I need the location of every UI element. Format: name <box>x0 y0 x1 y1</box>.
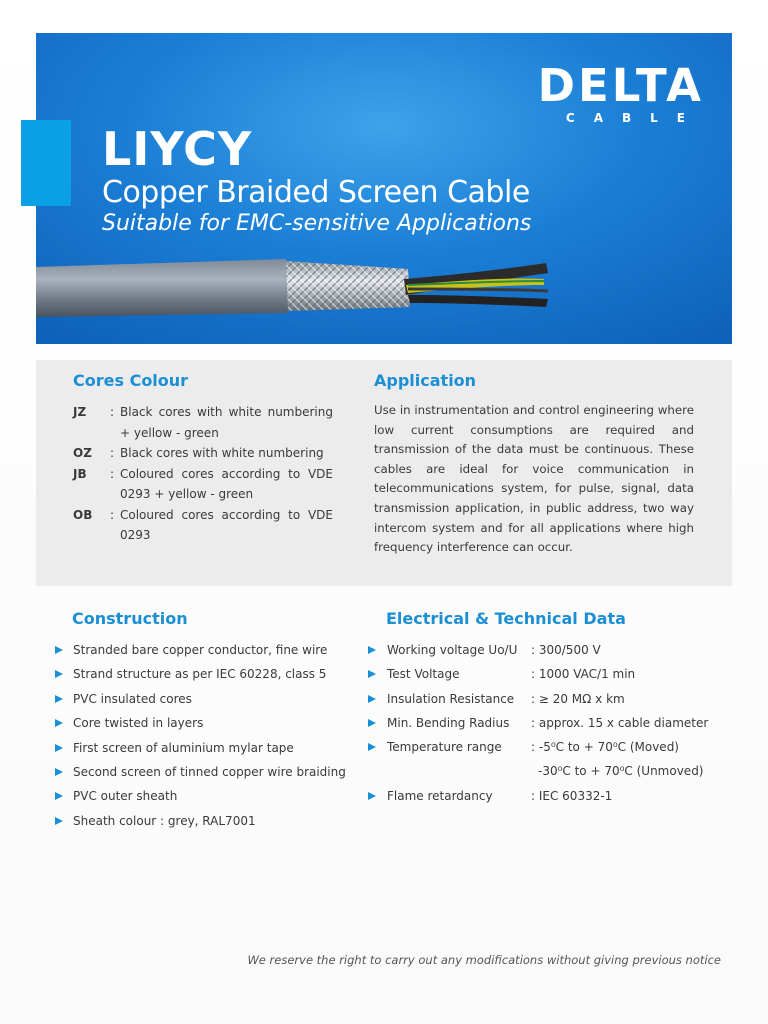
construction-list <box>55 640 346 835</box>
cores-colour-list <box>73 402 333 546</box>
spec-label: Test Voltage <box>387 667 460 682</box>
cable-image <box>36 255 732 344</box>
construction-item-text: Stranded bare copper conductor, fine wire <box>73 643 328 657</box>
bullet-arrow-icon <box>368 719 376 727</box>
bullet-arrow-icon <box>55 646 63 654</box>
product-tagline: Suitable for EMC-sensitive Applications <box>102 211 532 236</box>
list-item <box>55 762 346 786</box>
bullet-arrow-icon <box>55 670 63 678</box>
bullet-arrow-icon <box>368 670 376 678</box>
construction-item-text: Core twisted in layers <box>73 716 204 731</box>
core-description: Black cores with white numbering <box>120 446 324 460</box>
construction-item-text: PVC outer sheath <box>73 789 178 804</box>
application-text: Use in instrumentation and control engineering where low current consumptions are required and transmission of the data must be continuous. These cables are ideal for voice communication in telecommunications system, for pulse, signal, data transmission application, in public address, two way intercom system and for all applications where high frequency interference can occur. <box>374 403 694 555</box>
core-description: Coloured cores according to VDE 0293 + yellow - green <box>120 466 333 501</box>
core-code: OZ <box>73 446 92 460</box>
bullet-arrow-icon <box>55 768 63 776</box>
construction-item-text: Second screen of tinned copper wire braiding <box>73 764 346 779</box>
construction-heading: Construction <box>72 609 188 628</box>
side-accent-tab <box>21 120 71 206</box>
spec-value: : IEC 60332-1 <box>531 788 613 803</box>
core-separator: : <box>110 466 115 481</box>
product-title: LIYCY <box>102 122 253 176</box>
spec-value: : ≥ 20 MΩ x km <box>531 691 625 706</box>
bullet-arrow-icon <box>55 695 63 703</box>
core-code: OB <box>73 507 93 522</box>
core-row <box>73 505 333 546</box>
core-separator: : <box>110 507 115 522</box>
cores-colour-heading: Cores Colour <box>73 371 189 390</box>
core-separator: : <box>110 405 115 419</box>
core-description: Coloured cores according to VDE 0293 <box>120 507 333 542</box>
brand-name: DELTA <box>537 59 704 112</box>
construction-item-text: Strand structure as per IEC 60228, class 5 <box>73 667 327 682</box>
list-item <box>55 811 346 835</box>
spec-row <box>368 713 708 737</box>
construction-item-text: PVC insulated cores <box>73 691 192 706</box>
bullet-arrow-icon <box>55 719 63 727</box>
core-code: JB <box>73 466 87 481</box>
list-item <box>55 640 346 664</box>
spec-label: Min. Bending Radius <box>387 715 510 730</box>
core-row <box>73 402 333 443</box>
bullet-arrow-icon <box>55 792 63 800</box>
spec-value: : 1000 VAC/1 min <box>531 667 636 682</box>
spec-row <box>368 737 708 761</box>
construction-item-text: Sheath colour : grey, RAL7001 <box>73 813 256 828</box>
footer-disclaimer: We reserve the right to carry out any modifications without giving previous notice <box>247 953 721 967</box>
list-item <box>55 689 346 713</box>
list-item <box>55 738 346 762</box>
electrical-data-list <box>368 640 708 810</box>
bullet-arrow-icon <box>55 817 63 825</box>
brand-subname: CABLE <box>565 111 704 125</box>
product-subtitle: Copper Braided Screen Cable <box>102 175 530 210</box>
core-separator: : <box>110 446 115 460</box>
core-row <box>73 464 333 505</box>
bullet-arrow-icon <box>368 695 376 703</box>
construction-item-text: First screen of aluminium mylar tape <box>73 740 294 755</box>
list-item <box>55 664 346 688</box>
spec-value: : 300/500 V <box>531 643 601 657</box>
core-row <box>73 443 333 464</box>
spec-label: Flame retardancy <box>387 788 493 803</box>
header-banner <box>36 33 732 344</box>
spec-row-continuation <box>368 761 708 785</box>
spec-label: Temperature range <box>387 740 502 755</box>
spec-value: -30⁰C to + 70⁰C (Unmoved) <box>538 764 704 779</box>
bullet-arrow-icon <box>368 792 376 800</box>
spec-row <box>368 689 708 713</box>
bullet-arrow-icon <box>368 646 376 654</box>
core-description: Black cores with white numbering + yellow - green <box>120 405 333 440</box>
spec-value: : -5⁰C to + 70⁰C (Moved) <box>531 740 679 755</box>
cable-sheath <box>36 259 288 317</box>
brand-logo <box>494 61 704 145</box>
spec-label: Insulation Resistance <box>387 691 515 706</box>
bullet-arrow-icon <box>55 744 63 752</box>
spec-value: : approx. 15 x cable diameter <box>531 715 709 730</box>
bullet-arrow-icon <box>368 743 376 751</box>
application-heading: Application <box>374 371 477 390</box>
core-code: JZ <box>73 405 87 419</box>
electrical-data-heading: Electrical & Technical Data <box>386 609 626 628</box>
spec-row <box>368 640 708 664</box>
spec-label: Working voltage Uo/U <box>387 643 518 657</box>
list-item <box>55 786 346 810</box>
spec-row <box>368 664 708 688</box>
spec-row <box>368 786 708 810</box>
list-item <box>55 713 346 737</box>
